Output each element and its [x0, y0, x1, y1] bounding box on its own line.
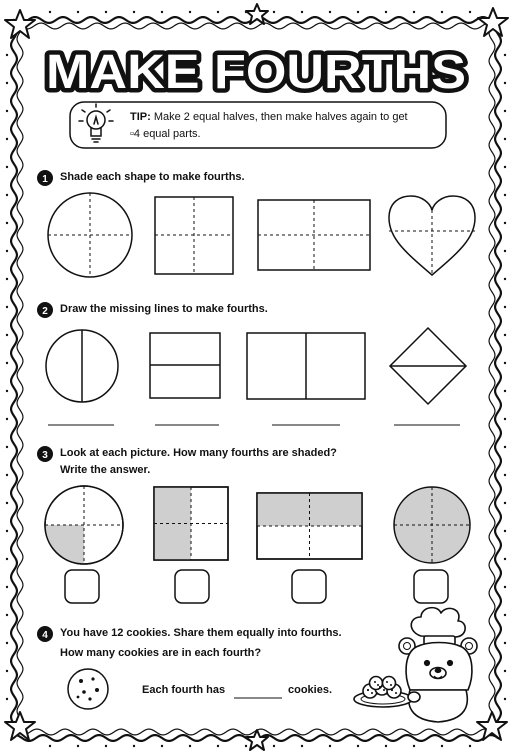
border-dot — [6, 334, 8, 336]
border-dot — [504, 222, 506, 224]
border-dot — [441, 745, 443, 747]
border-dot — [413, 11, 415, 13]
border-dot — [385, 11, 387, 13]
border-dot — [6, 278, 8, 280]
border-dot — [217, 11, 219, 13]
question-4-text: You have 12 cookies. Share them equally into fourths. — [60, 627, 342, 639]
border-dot — [189, 11, 191, 13]
answer-box[interactable] — [292, 570, 326, 603]
border-dot — [504, 698, 506, 700]
border-dot — [6, 670, 8, 672]
border-dot — [6, 642, 8, 644]
question-number: 2 — [42, 306, 48, 317]
border-dot — [133, 745, 135, 747]
border-dot — [6, 474, 8, 476]
border-dot — [504, 502, 506, 504]
answer-box[interactable] — [65, 570, 99, 603]
full-circle-fourths-icon — [394, 487, 470, 563]
border-dot — [504, 138, 506, 140]
star-icon — [246, 730, 268, 750]
border-dot — [6, 698, 8, 700]
question-number: 1 — [42, 174, 48, 185]
rectangle-fourths-icon — [257, 493, 362, 559]
q3-shapes — [45, 486, 470, 564]
page-title: MAKE FOURTHS — [46, 46, 466, 99]
border-dot — [6, 194, 8, 196]
border-dot — [504, 362, 506, 364]
border-dot — [161, 11, 163, 13]
border-dot — [504, 642, 506, 644]
border-dot — [504, 250, 506, 252]
border-dot — [504, 334, 506, 336]
border-dot — [6, 82, 8, 84]
diamond-half-icon[interactable] — [390, 328, 466, 404]
bear-chef-icon — [354, 608, 477, 722]
border-dot — [6, 614, 8, 616]
border-dot — [504, 614, 506, 616]
question-4-text-2: How many cookies are in each fourth? — [60, 647, 262, 659]
border-dot — [301, 745, 303, 747]
border-dot — [6, 222, 8, 224]
border-dot — [504, 558, 506, 560]
border-dot — [413, 745, 415, 747]
border-dot — [6, 530, 8, 532]
border-dot — [6, 502, 8, 504]
border-dot — [504, 54, 506, 56]
border-dot — [504, 446, 506, 448]
square-fourths-icon — [154, 487, 228, 560]
cookie-icon — [68, 669, 108, 709]
answer-prefix: Each fourth has — [142, 684, 226, 696]
question-1-text: Shade each shape to make fourths. — [60, 171, 245, 183]
rectangle-half-icon[interactable] — [247, 333, 365, 399]
border-dot — [504, 390, 506, 392]
border-dot — [6, 362, 8, 364]
circle-fourths-icon — [45, 486, 123, 564]
border-dot — [504, 418, 506, 420]
heart-icon[interactable] — [389, 196, 475, 275]
circle-half-icon[interactable] — [46, 330, 118, 402]
border-dot — [6, 250, 8, 252]
border-dot — [6, 418, 8, 420]
q1-shapes — [48, 193, 475, 277]
border-dot — [357, 11, 359, 13]
border-dot — [6, 306, 8, 308]
answer-box[interactable] — [414, 570, 448, 603]
border-dot — [385, 745, 387, 747]
border-dot — [504, 670, 506, 672]
border-dot — [504, 306, 506, 308]
question-number: 4 — [42, 630, 48, 641]
border-dot — [504, 474, 506, 476]
border-dot — [273, 745, 275, 747]
border-dot — [6, 54, 8, 56]
border-dot — [6, 390, 8, 392]
border-dot — [441, 11, 443, 13]
border-dot — [6, 166, 8, 168]
rectangle-icon[interactable] — [258, 200, 370, 270]
border-dot — [133, 11, 135, 13]
answer-box[interactable] — [175, 570, 209, 603]
border-dot — [6, 110, 8, 112]
square-icon[interactable] — [155, 197, 233, 274]
border-dot — [329, 11, 331, 13]
question-number: 3 — [42, 450, 48, 461]
tip-box — [70, 102, 446, 148]
border-dot — [6, 138, 8, 140]
border-dot — [6, 586, 8, 588]
answer-suffix: cookies. — [288, 684, 333, 696]
border-dot — [329, 745, 331, 747]
question-3-text-2: Write the answer. — [60, 464, 151, 476]
border-dot — [6, 446, 8, 448]
border-dot — [6, 558, 8, 560]
border-dot — [105, 11, 107, 13]
border-dot — [504, 166, 506, 168]
border-dot — [49, 11, 51, 13]
border-dot — [161, 745, 163, 747]
border-dot — [504, 530, 506, 532]
border-dot — [504, 110, 506, 112]
border-dot — [49, 745, 51, 747]
tip-line-2: ▫4 equal parts. — [130, 128, 201, 140]
border-dot — [217, 745, 219, 747]
question-3-text: Look at each picture. How many fourths are shaded? — [60, 447, 337, 459]
border-dot — [469, 745, 471, 747]
q2-shapes — [46, 328, 466, 404]
border-dot — [273, 11, 275, 13]
star-icon — [5, 10, 35, 38]
border-dot — [357, 745, 359, 747]
circle-icon[interactable] — [48, 193, 132, 277]
border-dot — [77, 11, 79, 13]
border-dot — [301, 11, 303, 13]
tip-label: TIP: — [130, 111, 151, 123]
square-half-icon[interactable] — [150, 333, 220, 398]
border-dot — [77, 745, 79, 747]
question-2-text: Draw the missing lines to make fourths. — [60, 303, 268, 315]
star-icon — [478, 8, 508, 36]
tip-line-1 — [130, 111, 408, 123]
tip-text: Make 2 equal halves, then make halves again to get — [153, 111, 408, 123]
border-dot — [245, 745, 247, 747]
border-dot — [469, 11, 471, 13]
border-dot — [504, 82, 506, 84]
border-dot — [189, 745, 191, 747]
border-dot — [105, 745, 107, 747]
border-dot — [504, 278, 506, 280]
q3-answer-boxes — [65, 570, 448, 603]
border-dot — [504, 194, 506, 196]
border-dot — [504, 586, 506, 588]
